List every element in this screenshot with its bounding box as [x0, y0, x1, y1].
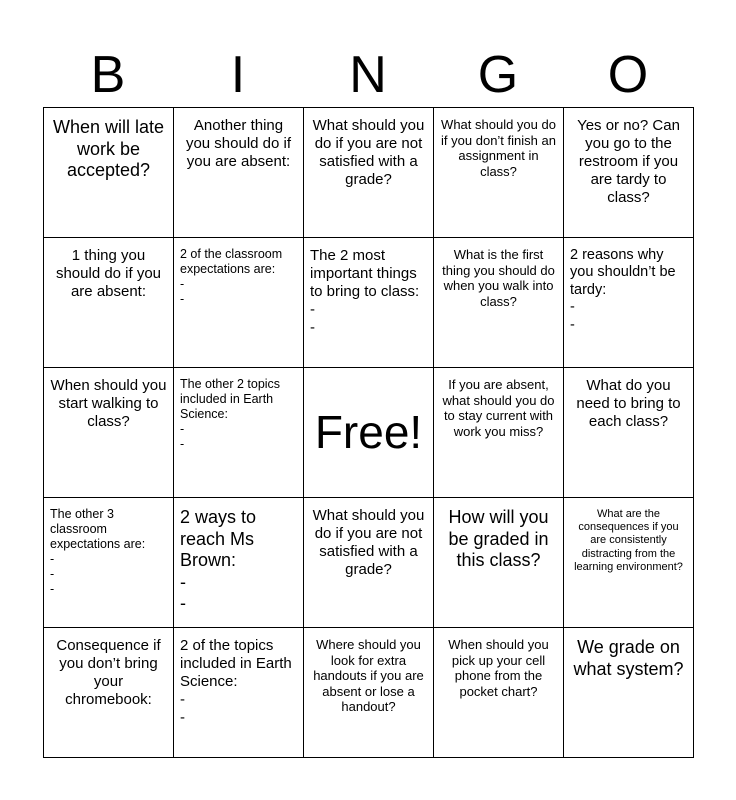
bingo-cell-r2c4: What is the first thing you should do when you walk into class?: [434, 238, 564, 368]
bingo-cell-r2c2: 2 of the classroom expectations are: - -: [174, 238, 304, 368]
bingo-cell-r1c4: What should you do if you don’t finish an assignment in class?: [434, 108, 564, 238]
bingo-cell-r2c5: 2 reasons why you shouldn’t be tardy: - -: [564, 238, 694, 368]
bingo-cell-r5c4: When should you pick up your cell phone from the pocket chart?: [434, 628, 564, 758]
header-letter-b: B: [90, 46, 126, 104]
bingo-cell-r5c1: Consequence if you don’t bring your chromebook:: [44, 628, 174, 758]
bingo-cell-r3c1: When should you start walking to class?: [44, 368, 174, 498]
bingo-cell-r1c3: What should you do if you are not satisfied with a grade?: [304, 108, 434, 238]
bingo-header: [43, 44, 693, 106]
bingo-cell-r4c3: What should you do if you are not satisfied with a grade?: [304, 498, 434, 628]
header-letter-g: G: [477, 46, 519, 104]
header-letter-i: I: [230, 46, 246, 104]
bingo-cell-free: Free!: [304, 368, 434, 498]
bingo-cell-r5c5: We grade on what system?: [564, 628, 694, 758]
bingo-cell-r5c3: Where should you look for extra handouts if you are absent or lose a handout?: [304, 628, 434, 758]
bingo-cell-r5c2: 2 of the topics included in Earth Science: - -: [174, 628, 304, 758]
bingo-board: [43, 107, 694, 758]
bingo-cell-r4c4: How will you be graded in this class?: [434, 498, 564, 628]
bingo-cell-r4c1: The other 3 classroom expectations are: - - -: [44, 498, 174, 628]
bingo-cell-r3c2: The other 2 topics included in Earth Science: - -: [174, 368, 304, 498]
header-letter-o: O: [607, 46, 649, 104]
header-letter-n: N: [349, 46, 387, 104]
bingo-cell-r1c1: When will late work be accepted?: [44, 108, 174, 238]
bingo-cell-r3c4: If you are absent, what should you do to stay current with work you miss?: [434, 368, 564, 498]
bingo-cell-r1c2: Another thing you should do if you are absent:: [174, 108, 304, 238]
bingo-cell-r4c2: 2 ways to reach Ms Brown: - -: [174, 498, 304, 628]
bingo-cell-r2c1: 1 thing you should do if you are absent:: [44, 238, 174, 368]
bingo-cell-r3c5: What do you need to bring to each class?: [564, 368, 694, 498]
bingo-cell-r2c3: The 2 most important things to bring to class: - -: [304, 238, 434, 368]
bingo-cell-r1c5: Yes or no? Can you go to the restroom if you are tardy to class?: [564, 108, 694, 238]
bingo-cell-r4c5: What are the consequences if you are consistently distracting from the learning environment?: [564, 498, 694, 628]
